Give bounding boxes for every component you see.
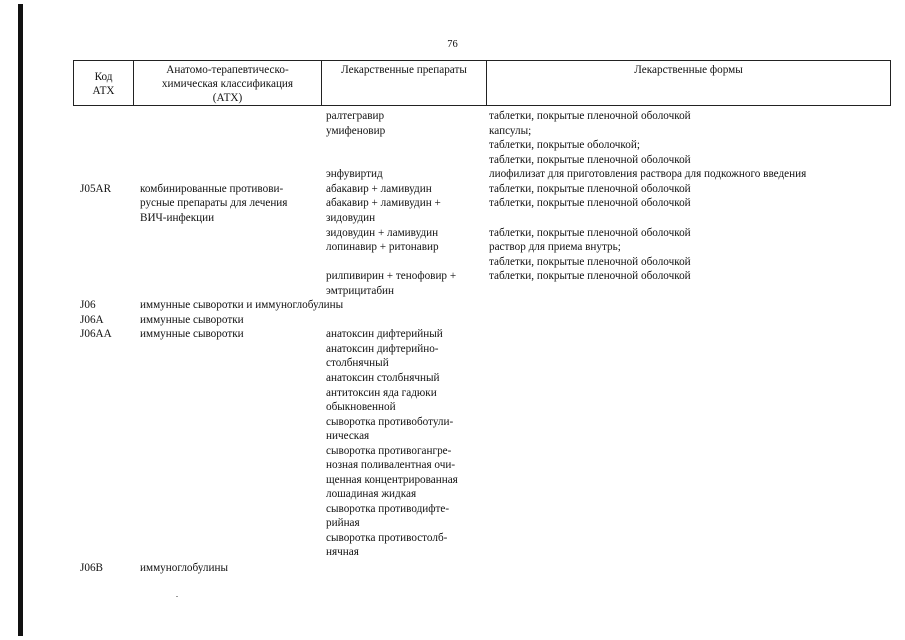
header-classification-line: (АТХ) <box>212 92 243 104</box>
cell-drug: энфувиртид <box>326 168 383 180</box>
cell-drug: антитоксин яда гадюки <box>326 387 437 399</box>
cell-drug: столбнячный <box>326 357 389 369</box>
cell-drug: лопинавир + ритонавир <box>326 241 439 253</box>
header-forms <box>487 61 890 105</box>
cell-drug: абакавир + ламивудин + <box>326 197 441 209</box>
cell-drug: лошадиная жидкая <box>326 488 417 500</box>
page-edge-bar <box>18 4 23 636</box>
header-classification-line: Анатомо-терапевтическо- <box>166 64 289 76</box>
table-header <box>73 60 891 106</box>
cell-form: таблетки, покрытые пленочной оболочкой <box>489 154 691 166</box>
cell-form: таблетки, покрытые пленочной оболочкой <box>489 256 691 268</box>
header-drugs-line: Лекарственные препараты <box>341 64 467 76</box>
cell-drug: сыворотка противоботули- <box>326 416 454 428</box>
header-forms-line: Лекарственные формы <box>634 64 743 76</box>
cell-form: таблетки, покрытые пленочной оболочкой <box>489 183 691 195</box>
cell-drug: рилпивирин + тенофовир + <box>326 270 457 282</box>
cell-form: лиофилизат для приготовления раствора для подкожного введения <box>489 168 807 180</box>
cell-drug: анатоксин дифтерийный <box>326 328 443 340</box>
header-classification-line: химическая классификация <box>161 78 294 90</box>
cell-drug: сыворотка противодифте- <box>326 503 450 515</box>
cell-drug: абакавир + ламивудин <box>326 183 432 195</box>
cell-form: капсулы; <box>489 125 532 137</box>
cell-drug: эмтрицитабин <box>326 285 395 297</box>
cell-drug: зидовудин <box>326 212 376 224</box>
header-classification <box>134 61 322 105</box>
header-drugs <box>322 61 487 105</box>
cell-drug: обыкновенной <box>326 401 396 413</box>
cell-drug: нячная <box>326 546 359 558</box>
header-code <box>74 61 134 105</box>
cell-drug: анатоксин дифтерийно- <box>326 343 439 355</box>
cell-code: J06 <box>80 299 96 311</box>
cell-drug: сыворотка противогангре- <box>326 445 452 457</box>
header-code-line: Код <box>94 71 113 83</box>
cell-form: таблетки, покрытые оболочкой; <box>489 139 640 151</box>
cell-classification: иммунные сыворотки и иммуноглобулины <box>140 299 344 311</box>
cell-form: раствор для приема внутрь; <box>489 241 621 253</box>
cell-form: таблетки, покрытые пленочной оболочкой <box>489 227 691 239</box>
cell-classification: комбинированные противови- <box>140 183 284 195</box>
cell-code: J05AR <box>80 183 112 195</box>
cell-classification: ВИЧ-инфекции <box>140 212 215 224</box>
cell-code: J06B <box>80 562 104 574</box>
cell-drug: ралтегравир <box>326 110 385 122</box>
header-code-line: АТХ <box>92 85 115 97</box>
cell-code: J06A <box>80 314 104 326</box>
cell-drug: зидовудин + ламивудин <box>326 227 439 239</box>
cell-drug: рийная <box>326 517 360 529</box>
cell-drug: ническая <box>326 430 370 442</box>
page-number: 76 <box>447 39 458 50</box>
cell-classification: иммуноглобулины <box>140 562 228 574</box>
cell-drug: анатоксин столбнячный <box>326 372 440 384</box>
cell-classification: иммунные сыворотки <box>140 328 244 340</box>
cell-form: таблетки, покрытые пленочной оболочкой <box>489 110 691 122</box>
cell-classification: иммунные сыворотки <box>140 314 244 326</box>
cell-form: таблетки, покрытые пленочной оболочкой <box>489 270 691 282</box>
cell-form: таблетки, покрытые пленочной оболочкой <box>489 197 691 209</box>
cell-drug: щенная концентрированная <box>326 474 458 486</box>
cell-drug: умифеновир <box>326 125 386 137</box>
cell-code: J06AA <box>80 328 112 340</box>
cell-drug: сыворотка противостолб- <box>326 532 448 544</box>
cell-classification: русные препараты для лечения <box>140 197 288 209</box>
scan-speck <box>176 596 178 597</box>
cell-drug: нозная поливалентная очи- <box>326 459 456 471</box>
